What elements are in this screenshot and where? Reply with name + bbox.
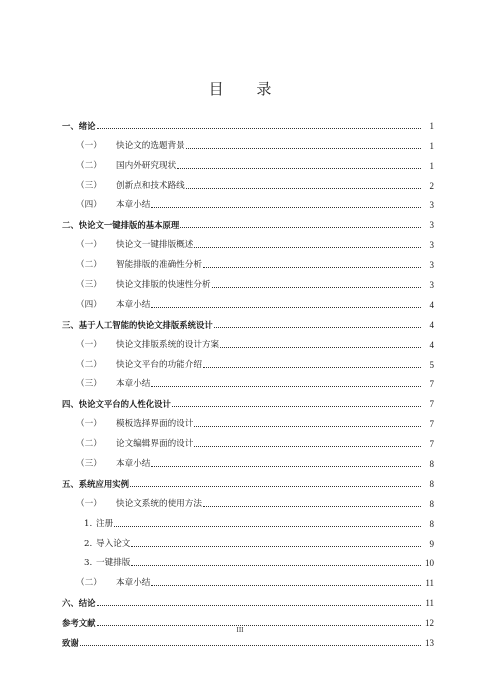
toc-entry-page: 7 bbox=[429, 439, 434, 450]
toc-entry-label: 本章小结 bbox=[116, 200, 151, 211]
toc-entry-number: （一） bbox=[76, 339, 102, 350]
dot-leader bbox=[97, 605, 422, 606]
toc-entry-label: 快论文平台的功能介绍 bbox=[116, 359, 202, 370]
dot-leader bbox=[194, 426, 421, 427]
toc-entry-label: 三、基于人工智能的快论文排版系统设计 bbox=[62, 319, 213, 330]
dot-leader bbox=[214, 327, 421, 328]
toc-entry-label: 二、快论文一键排版的基本原理 bbox=[62, 220, 180, 231]
toc-title: 目 录 bbox=[208, 80, 286, 98]
toc-entry[interactable] bbox=[62, 530, 434, 550]
toc-entry-label: 参考文献 bbox=[62, 618, 96, 629]
dot-leader bbox=[131, 565, 421, 566]
toc-entry-page: 11 bbox=[425, 598, 434, 609]
toc-entry-number: （三） bbox=[76, 379, 102, 390]
toc-entry-page: 8 bbox=[429, 498, 434, 509]
page-number: III bbox=[236, 626, 244, 634]
toc-entry[interactable] bbox=[62, 430, 434, 450]
table-of-contents bbox=[62, 112, 434, 649]
toc-entry-number: 1. bbox=[84, 518, 93, 529]
toc-entry[interactable] bbox=[62, 569, 434, 589]
toc-entry-number: （一） bbox=[76, 240, 102, 251]
dot-leader bbox=[203, 367, 421, 368]
toc-entry-label: 论文编辑界面的设计 bbox=[116, 439, 194, 450]
toc-entry-label: 快论文系统的使用方法 bbox=[116, 498, 202, 509]
toc-entry-label: 本章小结 bbox=[116, 459, 151, 470]
toc-entry[interactable] bbox=[62, 112, 434, 132]
toc-entry[interactable] bbox=[62, 470, 434, 490]
dot-leader bbox=[186, 148, 421, 149]
toc-entry-page: 3 bbox=[429, 240, 434, 251]
toc-entry-label: 一键排版 bbox=[96, 558, 131, 569]
dot-leader bbox=[151, 585, 421, 586]
dot-leader bbox=[130, 486, 421, 487]
toc-entry-number: （二） bbox=[76, 160, 102, 171]
toc-entry-page: 7 bbox=[429, 379, 434, 390]
toc-entry[interactable] bbox=[62, 410, 434, 430]
toc-entry-label: 一、绪论 bbox=[62, 120, 96, 131]
toc-entry-number: （三） bbox=[76, 180, 102, 191]
toc-entry[interactable] bbox=[62, 331, 434, 351]
toc-entry-label: 致谢 bbox=[62, 638, 79, 649]
toc-entry-page: 4 bbox=[429, 299, 434, 310]
toc-entry-page: 1 bbox=[429, 140, 434, 151]
toc-entry-label: 模板选择界面的设计 bbox=[116, 419, 194, 430]
toc-entry-page: 7 bbox=[429, 419, 434, 430]
toc-entry[interactable] bbox=[62, 390, 434, 410]
dot-leader bbox=[151, 386, 421, 387]
toc-entry[interactable] bbox=[62, 231, 434, 251]
dot-leader bbox=[131, 546, 421, 547]
toc-entry[interactable] bbox=[62, 291, 434, 311]
toc-entry-page: 4 bbox=[429, 339, 434, 350]
toc-entry[interactable] bbox=[62, 211, 434, 231]
dot-leader bbox=[212, 287, 421, 288]
toc-entry-page: 12 bbox=[425, 618, 434, 629]
toc-entry-page: 8 bbox=[429, 518, 434, 529]
toc-entry-page: 5 bbox=[429, 359, 434, 370]
toc-entry-page: 7 bbox=[429, 399, 434, 410]
dot-leader bbox=[172, 406, 421, 407]
toc-entry-number: （三） bbox=[76, 459, 102, 470]
dot-leader bbox=[186, 188, 421, 189]
toc-entry-number: （一） bbox=[76, 140, 102, 151]
toc-entry-label: 快论文排版系统的设计方案 bbox=[116, 339, 220, 350]
toc-entry-page: 10 bbox=[425, 558, 434, 569]
toc-entry[interactable] bbox=[62, 311, 434, 331]
toc-entry-label: 五、系统应用实例 bbox=[62, 478, 129, 489]
toc-entry-number: （二） bbox=[76, 260, 102, 271]
toc-entry-page: 4 bbox=[429, 319, 434, 330]
toc-entry[interactable] bbox=[62, 251, 434, 271]
toc-entry-number: （二） bbox=[76, 439, 102, 450]
toc-entry-label: 导入论文 bbox=[96, 538, 131, 549]
toc-entry-label: 智能排版的准确性分析 bbox=[116, 260, 202, 271]
toc-entry-page: 8 bbox=[429, 478, 434, 489]
dot-leader bbox=[151, 466, 421, 467]
dot-leader bbox=[151, 207, 421, 208]
toc-entry[interactable] bbox=[62, 192, 434, 212]
toc-entry-page: 3 bbox=[429, 220, 434, 231]
dot-leader bbox=[194, 446, 421, 447]
toc-entry-page: 2 bbox=[429, 180, 434, 191]
toc-entry-number: （一） bbox=[76, 498, 102, 509]
dot-leader bbox=[114, 526, 421, 527]
dot-leader bbox=[203, 506, 421, 507]
toc-entry[interactable] bbox=[62, 132, 434, 152]
toc-entry-number: （二） bbox=[76, 578, 102, 589]
toc-entry-label: 快论文的选题背景 bbox=[116, 140, 185, 151]
dot-leader bbox=[203, 267, 421, 268]
toc-entry[interactable] bbox=[62, 510, 434, 530]
toc-entry[interactable] bbox=[62, 152, 434, 172]
toc-entry-number: （四） bbox=[76, 200, 102, 211]
toc-entry[interactable] bbox=[62, 351, 434, 371]
toc-entry-page: 3 bbox=[429, 280, 434, 291]
toc-entry-page: 3 bbox=[429, 260, 434, 271]
toc-entry-page: 3 bbox=[429, 200, 434, 211]
toc-entry-page: 8 bbox=[429, 459, 434, 470]
toc-entry-number: （一） bbox=[76, 419, 102, 430]
toc-entry[interactable] bbox=[62, 371, 434, 391]
toc-entry-number: （二） bbox=[76, 359, 102, 370]
toc-entry-label: 本章小结 bbox=[116, 299, 151, 310]
dot-leader bbox=[177, 168, 421, 169]
toc-entry-page: 1 bbox=[429, 160, 434, 171]
dot-leader bbox=[80, 645, 421, 646]
toc-entry[interactable] bbox=[62, 450, 434, 470]
toc-entry-page: 1 bbox=[429, 120, 434, 131]
toc-entry-label: 四、快论文平台的人性化设计 bbox=[62, 399, 171, 410]
toc-entry-label: 本章小结 bbox=[116, 379, 151, 390]
dot-leader bbox=[220, 347, 421, 348]
toc-entry-label: 本章小结 bbox=[116, 578, 151, 589]
toc-entry-page: 11 bbox=[425, 578, 434, 589]
toc-entry[interactable] bbox=[62, 271, 434, 291]
toc-entry-label: 六、结论 bbox=[62, 598, 96, 609]
toc-entry-label: 快论文一键排版概述 bbox=[116, 240, 194, 251]
dot-leader bbox=[151, 307, 421, 308]
dot-leader bbox=[194, 247, 421, 248]
toc-entry-number: （三） bbox=[76, 280, 102, 291]
toc-entry[interactable] bbox=[62, 550, 434, 570]
toc-entry[interactable] bbox=[62, 490, 434, 510]
dot-leader bbox=[180, 227, 421, 228]
toc-entry-page: 13 bbox=[425, 638, 434, 649]
toc-entry-label: 创新点和技术路线 bbox=[116, 180, 185, 191]
toc-entry[interactable] bbox=[62, 589, 434, 609]
toc-entry-label: 快论文排版的快速性分析 bbox=[116, 280, 211, 291]
toc-entry-number: 3. bbox=[84, 558, 93, 569]
toc-entry-page: 9 bbox=[429, 538, 434, 549]
toc-entry-label: 注册 bbox=[96, 518, 114, 529]
toc-entry-number: 2. bbox=[84, 538, 93, 549]
dot-leader bbox=[97, 128, 422, 129]
toc-entry[interactable] bbox=[62, 172, 434, 192]
toc-entry-label: 国内外研究现状 bbox=[116, 160, 177, 171]
toc-entry-number: （四） bbox=[76, 299, 102, 310]
